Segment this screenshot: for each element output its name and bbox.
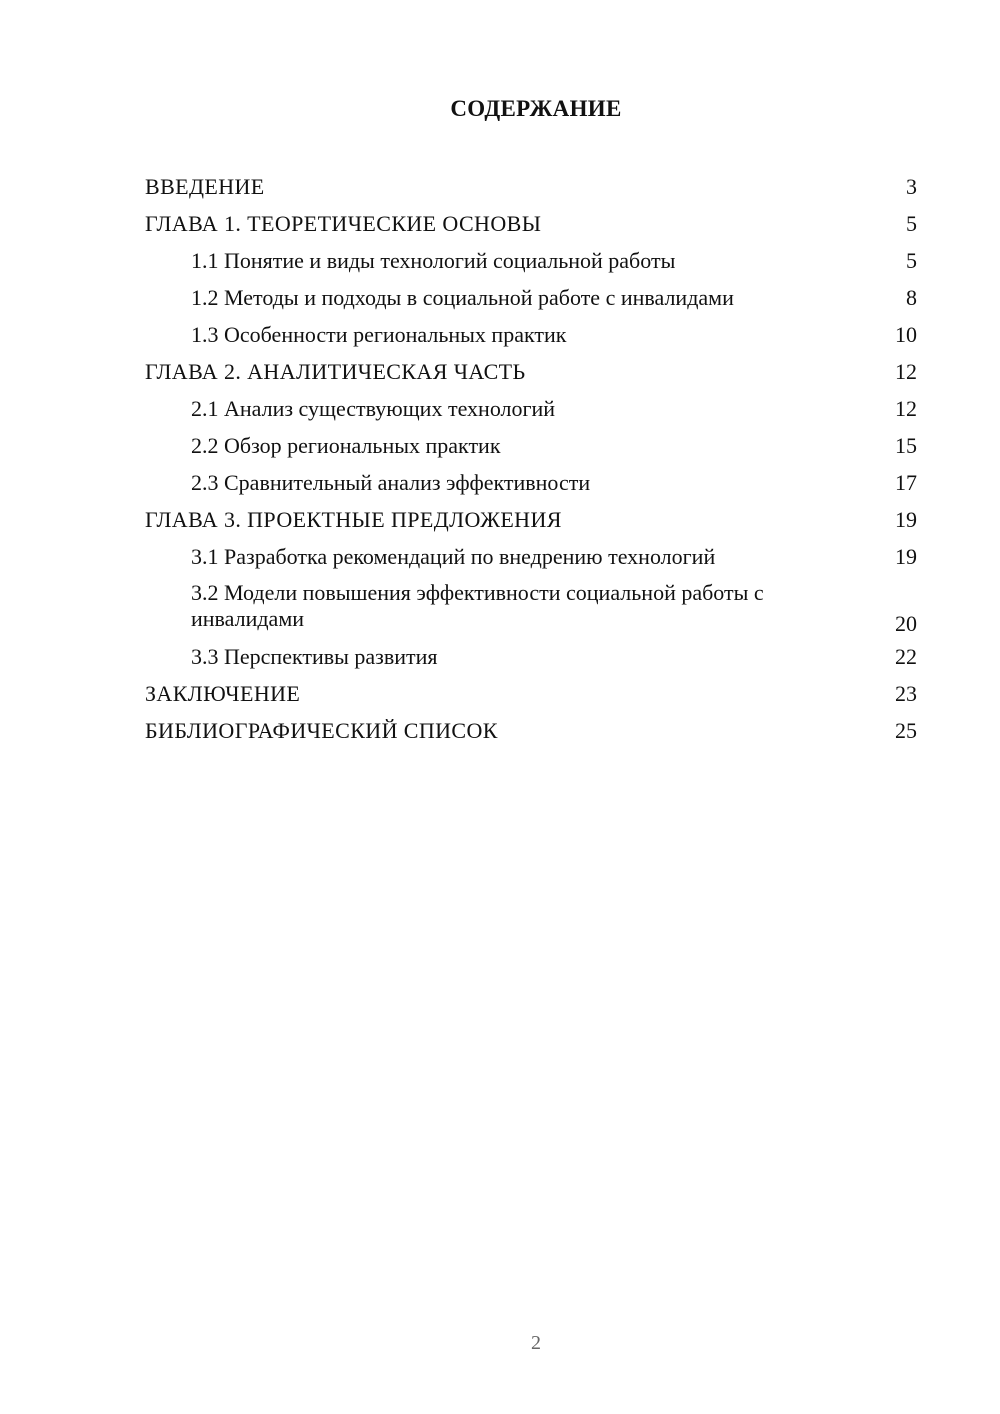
toc-entry[interactable] [145, 353, 920, 390]
toc-entry-page: 12 [895, 359, 917, 384]
toc-entry[interactable] [145, 316, 920, 353]
toc-entry-title: ЗАКЛЮЧЕНИЕ [145, 681, 301, 706]
page-number: 2 [531, 1332, 541, 1354]
toc-entry-title: ГЛАВА 3. ПРОЕКТНЫЕ ПРЕДЛОЖЕНИЯ [145, 507, 562, 532]
toc-entry-title: 1.2 Методы и подходы в социальной работе с инвалидами [191, 285, 734, 310]
toc-entry[interactable] [145, 390, 920, 427]
toc-entry-title: ГЛАВА 1. ТЕОРЕТИЧЕСКИЕ ОСНОВЫ [145, 211, 542, 236]
toc-entry[interactable] [145, 242, 920, 279]
toc-entry-page: 15 [895, 433, 917, 458]
toc-entry[interactable] [145, 427, 920, 464]
toc-entry-page: 10 [895, 322, 917, 347]
toc-entry-page: 22 [895, 644, 917, 669]
toc-entry-page: 19 [895, 507, 917, 532]
toc-entry-page: 12 [895, 396, 917, 421]
toc-entry[interactable] [145, 464, 920, 501]
toc-entry-title: 1.1 Понятие и виды технологий социальной работы [191, 248, 676, 273]
toc-entry-page: 25 [895, 718, 917, 743]
toc-entry-title: 3.1 Разработка рекомендаций по внедрению технологий [191, 544, 716, 569]
toc-entry-title: 1.3 Особенности региональных практик [191, 322, 567, 347]
page-title: СОДЕРЖАНИЕ [450, 96, 622, 121]
toc-entry-title: БИБЛИОГРАФИЧЕСКИЙ СПИСОК [145, 718, 498, 743]
toc-entry-title: 2.3 Сравнительный анализ эффективности [191, 470, 591, 495]
toc-entry-title: ГЛАВА 2. АНАЛИТИЧЕСКАЯ ЧАСТЬ [145, 359, 526, 384]
toc-entry-page: 3 [906, 174, 917, 199]
toc-entry[interactable] [145, 168, 920, 205]
toc-entry-page: 8 [906, 285, 917, 310]
toc-entry[interactable] [145, 205, 920, 242]
toc-entry[interactable] [145, 575, 920, 638]
toc-entry-title: 3.2 Модели повышения эффективности социальной работы с инвалидами [191, 580, 764, 631]
toc-entry-page: 17 [895, 470, 917, 495]
toc-entry-title: 2.1 Анализ существующих технологий [191, 396, 556, 421]
toc-entry-page: 20 [895, 611, 917, 636]
toc-entry-page: 5 [906, 211, 917, 236]
toc-entry[interactable] [145, 675, 920, 712]
toc-entry-page: 23 [895, 681, 917, 706]
toc-entry-title: 3.3 Перспективы развития [191, 644, 438, 669]
toc-entry[interactable] [145, 538, 920, 575]
toc-entry-page: 5 [906, 248, 917, 273]
toc-entry-title: 2.2 Обзор региональных практик [191, 433, 501, 458]
toc-entry[interactable] [145, 712, 920, 749]
toc-entry-page: 19 [895, 544, 917, 569]
toc-entry[interactable] [145, 638, 920, 675]
toc-entry-title: ВВЕДЕНИЕ [145, 174, 265, 199]
toc-entry[interactable] [145, 279, 920, 316]
table-of-contents [145, 168, 920, 749]
toc-entry[interactable] [145, 501, 920, 538]
